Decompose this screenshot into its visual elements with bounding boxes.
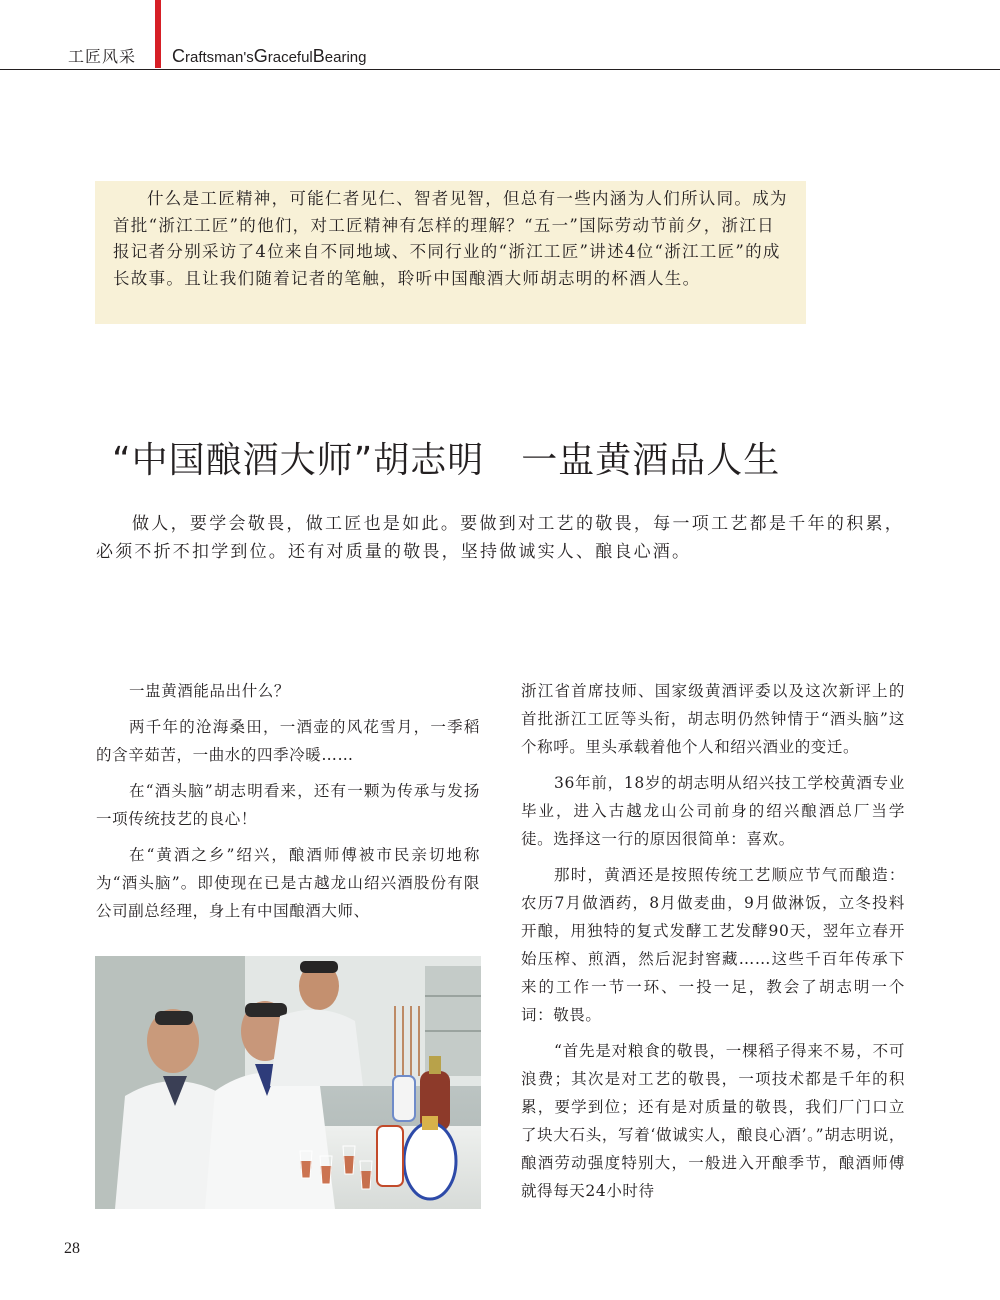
paragraph: 在“酒头脑”胡志明看来，还有一颗为传承与发扬一项传统技艺的良心！ — [96, 782, 480, 828]
section-title-english: Craftsman'sGracefulBearing — [172, 46, 367, 66]
paragraph: 在“黄酒之乡”绍兴，酿酒师傅被市民亲切地称为“酒头脑”。即使现在已是古越龙山绍兴酒股份有限公司副总经理，身上有中国酿酒大师、 — [96, 846, 480, 920]
intro-box: 什么是工匠精神，可能仁者见仁、智者见智，但总有一些内涵为人们所认同。成为首批“浙江工匠”的他们，对工匠精神有怎样的理解？“五一”国际劳动节前夕，浙江日报记者分别采访了4位来自不同地域、不同行业的“浙江工匠”讲述4位“浙江工匠”的成长故事。且让我们随着记者的笔触，聆听中国酿酒大师胡志明的杯酒人生。 — [95, 181, 806, 324]
header-accent-bar — [155, 0, 161, 68]
article-title: “中国酿酒大师”胡志明 一盅黄酒品人生 — [112, 440, 781, 481]
paragraph: 一盅黄酒能品出什么？ — [129, 682, 291, 700]
page-number: 28 — [64, 1240, 80, 1257]
lab-photo — [95, 956, 481, 1209]
paragraph: 那时，黄酒还是按照传统工艺顺应节气而酿造：农历7月做酒药，8月做麦曲，9月做淋饭，立冬投料开酿，用独特的复式发酵工艺发酵90天，翌年立春开始压榨、煎酒，然后泥封窖藏……这些千百年传承下来的工作一节一环、一投一足，教会了胡志明一个词：敬畏。 — [521, 866, 905, 1024]
paragraph: 两千年的沧海桑田，一酒壶的风花雪月，一季稻的含辛茹苦，一曲水的四季冷暖…… — [96, 718, 480, 764]
body-column-right — [521, 677, 905, 1213]
article-lead: 做人，要学会敬畏，做工匠也是如此。要做到对工艺的敬畏，每一项工艺都是千年的积累，必须不折不扣学到位。还有对质量的敬畏，坚持做诚实人、酿良心酒。 — [96, 514, 904, 562]
paragraph: “首先是对粮食的敬畏，一棵稻子得来不易，不可浪费；其次是对工艺的敬畏，一项技术都是千年的积累，要学到位；还有是对质量的敬畏，我们厂门口立了块大石头，写着‘做诚实人，酿良心酒’。”胡志明说，酿酒劳动强度特别大，一般进入开酿季节，酿酒师傅就得每天24小时待 — [521, 1042, 905, 1200]
paragraph: 浙江省首席技师、国家级黄酒评委以及这次新评上的首批浙江工匠等头衔，胡志明仍然钟情于“酒头脑”这个称呼。里头承载着他个人和绍兴酒业的变迁。 — [521, 682, 905, 756]
section-title: 工匠风采 — [68, 47, 137, 66]
paragraph: 36年前，18岁的胡志明从绍兴技工学校黄酒专业毕业，进入古越龙山公司前身的绍兴酿酒总厂当学徒。选择这一行的原因很简单：喜欢。 — [521, 774, 905, 848]
body-column-left — [96, 677, 480, 933]
header-divider — [0, 69, 1000, 70]
